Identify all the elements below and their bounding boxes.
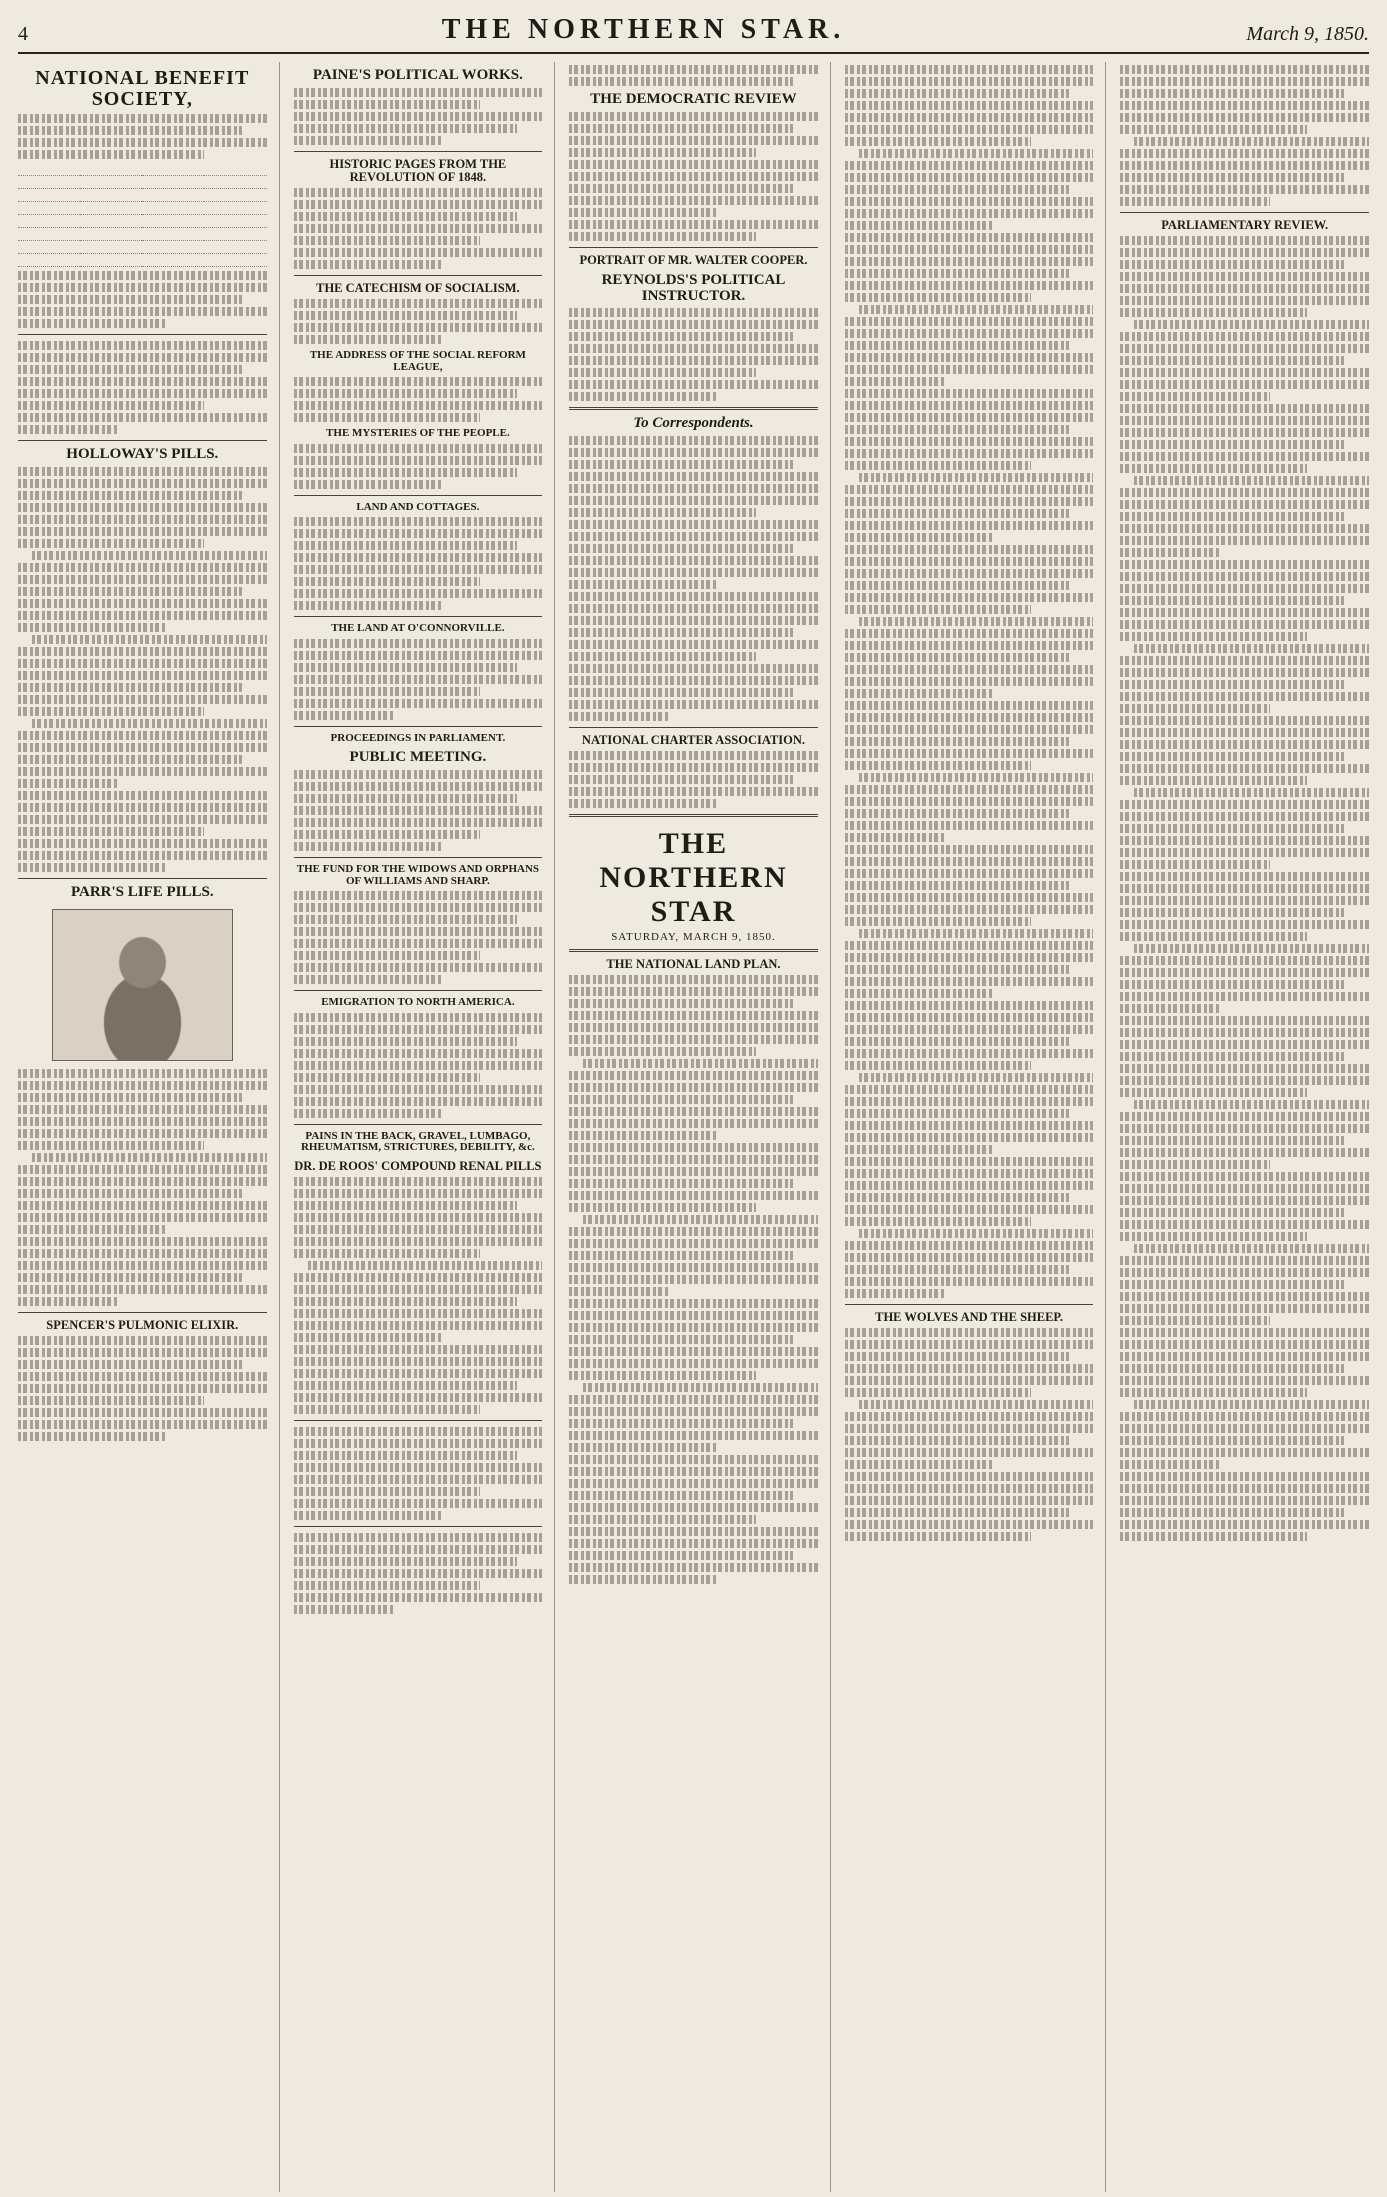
heading-public-meeting: PUBLIC MEETING. <box>349 749 487 766</box>
heading-proceedings-parliament: PROCEEDINGS IN PARLIAMENT. <box>330 731 506 744</box>
heading-national-land-plan: THE NATIONAL LAND PLAN. <box>606 957 781 972</box>
heading-de-roos-pills: DR. DE ROOS' COMPOUND RENAL PILLS <box>294 1158 542 1173</box>
heading-pains-in-back: PAINS IN THE BACK, GRAVEL, LUMBAGO, RHEUMATISM, STRICTURES, DEBILITY, &c. <box>300 1129 535 1154</box>
banner-dateline: SATURDAY, MARCH 9, 1850. <box>611 931 776 944</box>
heading-national-benefit: NATIONAL BENEFIT SOCIETY, <box>35 67 250 110</box>
heading-parrs-life-pills: PARR'S LIFE PILLS. <box>70 883 214 900</box>
column-1 <box>18 62 280 2192</box>
heading-reynolds-instructor: REYNOLDS'S POLITICAL INSTRUCTOR. <box>601 271 786 304</box>
heading-walter-cooper-portrait: PORTRAIT OF MR. WALTER COOPER. <box>579 252 808 267</box>
heading-wolves-and-sheep: THE WOLVES AND THE SHEEP. <box>875 1310 1064 1324</box>
heading-paines-works: PAINE'S POLITICAL WORKS. <box>312 67 523 83</box>
masthead <box>18 10 1369 54</box>
issue-date: March 9, 1850. <box>1246 23 1369 45</box>
heading-widows-fund: THE FUND FOR THE WIDOWS AND ORPHANS OF WILLIAMS AND SHARP. <box>296 863 540 887</box>
heading-democratic-review: THE DEMOCRATIC REVIEW <box>590 91 797 107</box>
page-number: 4 <box>18 23 28 45</box>
contribution-table <box>18 163 267 267</box>
column-2 <box>294 62 556 2192</box>
parr-engraving-illustration <box>52 909 233 1061</box>
heading-emigration: EMIGRATION TO NORTH AMERICA. <box>321 996 515 1009</box>
heading-mysteries-of-people: THE MYSTERIES OF THE PEOPLE. <box>326 427 510 440</box>
paper-title: THE NORTHERN STAR. <box>441 14 846 45</box>
banner-paper-name: THE NORTHERN STAR <box>599 827 788 929</box>
column-3 <box>569 62 831 2192</box>
heading-oconnorville-land: THE LAND AT O'CONNORVILLE. <box>331 622 505 635</box>
heading-parliamentary-review: PARLIAMENTARY REVIEW. <box>1161 218 1329 232</box>
heading-social-reform-address: THE ADDRESS OF THE SOCIAL REFORM LEAGUE, <box>309 349 526 373</box>
northern-star-banner <box>569 827 818 943</box>
heading-catechism: THE CATECHISM OF SOCIALISM. <box>316 281 520 295</box>
columns <box>18 54 1369 2192</box>
heading-to-correspondents: To Correspondents. <box>633 415 754 432</box>
heading-national-charter-association: NATIONAL CHARTER ASSOCIATION. <box>581 733 806 748</box>
column-4 <box>845 62 1107 2192</box>
heading-historic-pages: HISTORIC PAGES FROM THE REVOLUTION OF 1848. <box>329 156 507 184</box>
heading-holloways-pills: HOLLOWAY'S PILLS. <box>66 446 219 462</box>
column-5 <box>1120 62 1369 2192</box>
heading-land-and-cottages: LAND AND COTTAGES. <box>356 500 480 513</box>
heading-spencers-elixir: SPENCER'S PULMONIC ELIXIR. <box>46 1317 239 1332</box>
